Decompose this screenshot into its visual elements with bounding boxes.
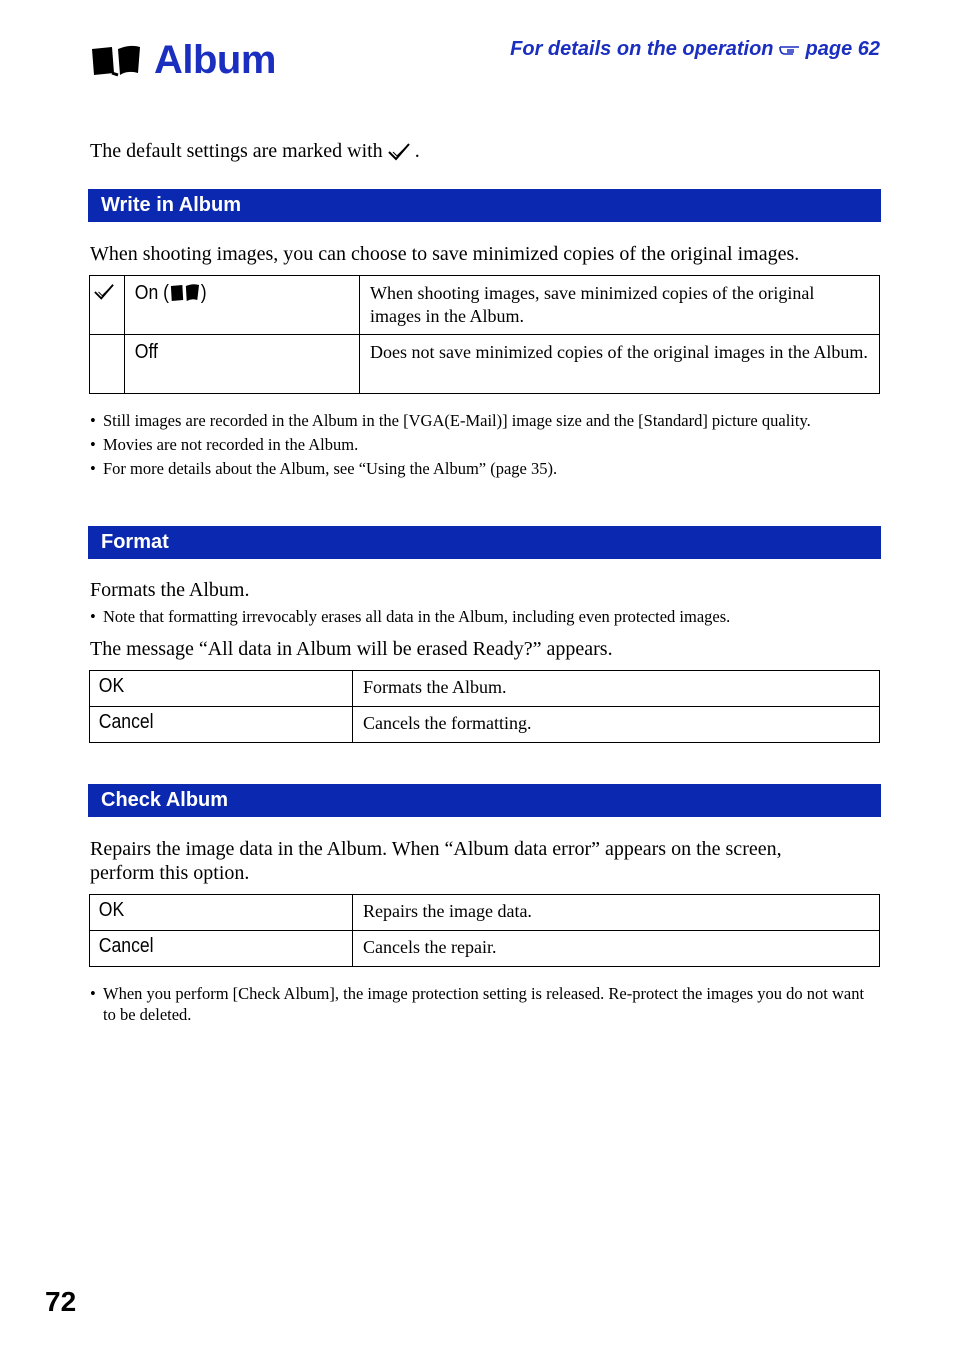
option-on-label-suffix: ) (200, 282, 207, 304)
section-header-format: Format (88, 526, 881, 559)
section-header-write-in-album: Write in Album (88, 189, 881, 222)
option-on[interactable] (126, 277, 330, 310)
option-label-cell[interactable] (90, 707, 353, 743)
table-row (90, 276, 880, 335)
pointing-hand-icon (779, 42, 801, 58)
list-item: • Still images are recorded in the Album in the [VGA(E-Mail)] image size and the [Standard] picture quality. (90, 410, 880, 431)
option-description: When shooting images, save minimized copies of the original images in the Album. (360, 276, 880, 335)
album-icon (169, 282, 201, 302)
option-description: Does not save minimized copies of the original images in the Album. (360, 335, 880, 394)
option-label-cell[interactable] (90, 931, 353, 967)
format-ok-option[interactable]: OK (98, 675, 125, 697)
table-row (90, 671, 880, 707)
check-icon (387, 141, 411, 163)
operation-reference (510, 38, 880, 61)
write-in-album-notes (90, 410, 880, 482)
details-page-link[interactable]: page 62 (805, 38, 880, 60)
format-message: The message “All data in Album will be erased Ready?” appears. (90, 638, 613, 660)
format-options-table (89, 670, 880, 743)
write-in-album-description: When shooting images, you can choose to save minimized copies of the original images. (90, 243, 800, 265)
format-cancel-option[interactable]: Cancel (98, 711, 154, 733)
write-in-album-options-table (89, 275, 880, 394)
check-album-ok-option[interactable]: OK (98, 899, 125, 921)
check-album-options-table (89, 894, 880, 967)
option-on-label: On ( (134, 282, 170, 304)
table-row (90, 931, 880, 967)
table-row (90, 335, 880, 394)
check-album-notes (90, 983, 880, 1028)
list-item: • Note that formatting irrevocably erases all data in the Album, including even protected images. (90, 606, 880, 627)
default-settings-note (90, 140, 420, 163)
option-description: Formats the Album. (353, 671, 880, 707)
list-item: • For more details about the Album, see “Using the Album” (page 35). (90, 458, 880, 479)
option-label-cell[interactable] (125, 335, 360, 394)
default-settings-text: The default settings are marked with (90, 140, 383, 162)
option-description: Cancels the repair. (353, 931, 880, 967)
option-label-cell[interactable] (90, 895, 353, 931)
list-item: • Movies are not recorded in the Album. (90, 434, 880, 455)
format-notes (90, 606, 880, 630)
check-album-cancel-option[interactable]: Cancel (98, 935, 154, 957)
page-header (90, 36, 276, 84)
table-row (90, 895, 880, 931)
album-icon (90, 43, 142, 77)
check-album-description: Repairs the image data in the Album. When “Album data error” appears on the screen, perform this option. (90, 838, 782, 884)
option-description: Repairs the image data. (353, 895, 880, 931)
section-header-check-album: Check Album (88, 784, 881, 817)
default-marker-cell (90, 335, 125, 394)
page-number: 72 (45, 1286, 77, 1317)
option-label-cell[interactable] (90, 671, 353, 707)
default-settings-suffix: . (414, 140, 420, 162)
list-item: • When you perform [Check Album], the image protection setting is released. Re-protect the images you do not want to be deleted. (90, 983, 880, 1025)
option-off[interactable]: Off (134, 341, 158, 363)
option-label-cell[interactable] (125, 276, 360, 335)
page-title: Album (154, 37, 276, 82)
check-icon (93, 282, 115, 302)
option-description: Cancels the formatting. (353, 707, 880, 743)
table-row (90, 707, 880, 743)
default-marker-cell (90, 276, 125, 335)
details-text: For details on the operation (510, 38, 774, 60)
format-description: Formats the Album. (90, 579, 250, 601)
